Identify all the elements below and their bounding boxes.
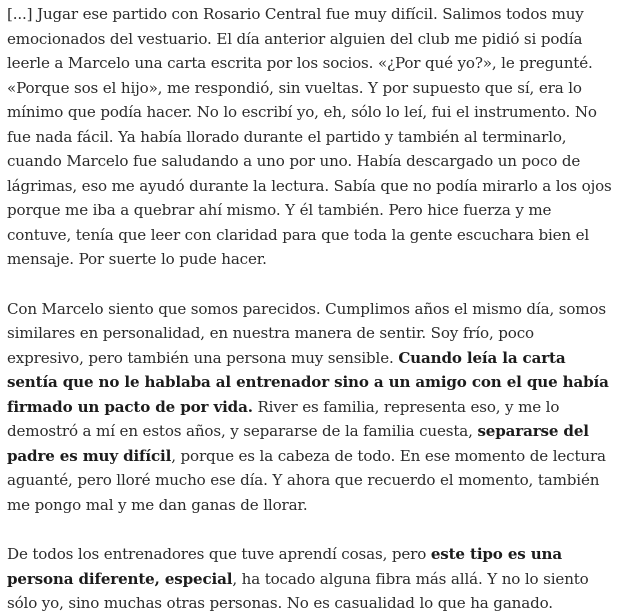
bold-text-segment: Cuando leía la carta sentía que no le hablaba al entrenador sino a un amigo con el que había firmado un pacto de por vida. — [7, 348, 609, 416]
text-segment: De todos los entrenadores que tuve aprendí cosas, pero — [7, 545, 431, 563]
paragraph — [7, 297, 612, 518]
text-segment: [...] Jugar ese partido con Rosario Central fue muy difícil. Salimos todos muy emocionados del vestuario. El día anterior alguien del club me pidió si podía leerle a Marcelo una carta escrita por los socios. «¿Por qué yo?», le pregunté. «Porque sos el hijo», me respondió, sin vueltas. Y por supuesto que sí, era lo mínimo que podía hacer. No lo escribí yo, eh, sólo lo leí, fui el instrumento. No fue nada fácil. Ya había llorado durante el partido y también al terminarlo, cuando Marcelo fue saludando a uno por uno. Había descargado un poco de lágrimas, eso me ayudó durante la lectura. Sabía que no podía mirarlo a los ojos porque me iba a quebrar ahí mismo. Y él también. Pero hice fuerza y me contuve, tenía que leer con claridad para que toda la gente escuchara bien el mensaje. Por suerte lo pude hacer. — [7, 5, 612, 268]
text-segment: , porque es la cabeza de todo. En ese momento de lectura aguanté, pero lloré mucho ese día. Y ahora que recuerdo el momento, también me pongo mal y me dan ganas de llorar. — [7, 446, 606, 514]
text-segment: River es familia, representa eso, y me lo demostró a mí en estos años, y separarse de la familia cuesta, — [7, 397, 560, 440]
bold-text-segment: separarse del padre es muy difícil — [7, 422, 589, 465]
paragraph — [7, 542, 612, 616]
text-segment: Con Marcelo siento que somos parecidos. Cumplimos años el mismo día, somos similares en personalidad, en nuestra manera de sentir. Soy frío, poco expresivo, pero también una persona muy sensible. — [7, 299, 606, 367]
text-segment: , ha tocado alguna fibra más allá. Y no lo siento sólo yo, sino muchas otras personas. No es casualidad lo que ha ganado. — [7, 569, 589, 612]
bold-text-segment: este tipo es una persona diferente, especial — [7, 545, 563, 588]
paragraph — [7, 2, 612, 272]
